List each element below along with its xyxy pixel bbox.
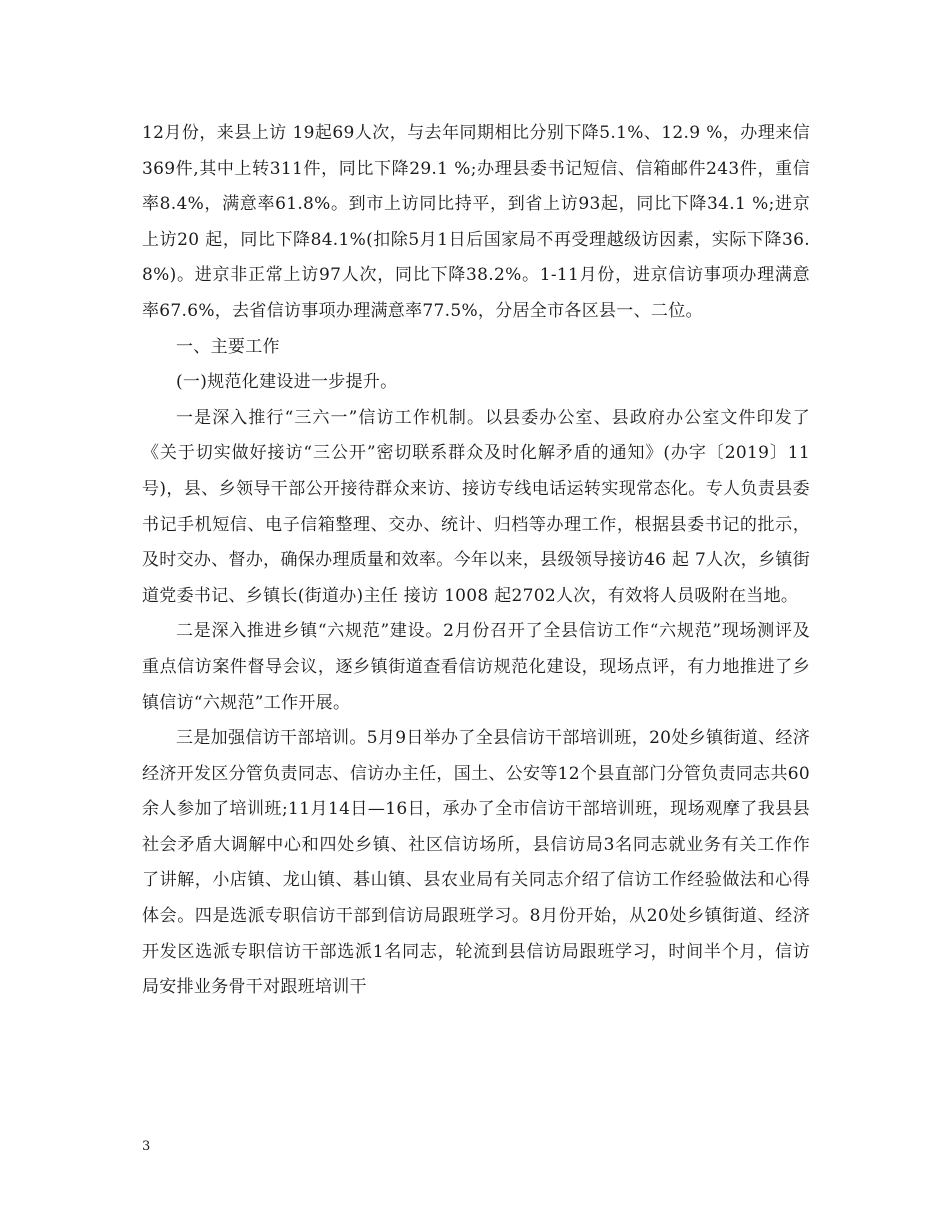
page-number: 3 [142,1139,151,1154]
paragraph-statistics: 12月份，来县上访 19起69人次，与去年同期相比分别下降5.1%、12.9 %，办理来信369件,其中上转311件，同比下降29.1 %;办理县委书记短信、信箱邮件243件，重信率8.4%，满意率61.8%。到市上访同比持平，到省上访93起，同比下降34.1 %;进京上访20 起，同比下降84.1%(扣除5月1日后国家局不再受理越级访因素，实际下降36.8%)。进京非正常上访97人次，同比下降38.2%。1-11月份，进京信访事项办理满意率67.6%，去省信访事项办理满意率77.5%，分居全市各区县一、二位。 [142,123,810,321]
paragraph-six-norms: 二是深入推进乡镇“六规范”建设。2月份召开了全县信访工作“六规范”现场测评及重点信访案件督导会议，逐乡镇街道查看信访规范化建设，现场点评，有力地推进了乡镇信访“六规范”工作开展。 [142,621,810,713]
document-body [142,116,810,1006]
paragraph-training: 三是加强信访干部培训。5月9日举办了全县信访干部培训班，20处乡镇街道、经济经济开发区分管负责同志、信访办主任，国土、公安等12个县直部门分管负责同志共60余人参加了培训班;11月14日—16日，承办了全市信访干部培训班，现场观摩了我县县社会矛盾大调解中心和四处乡镇、社区信访场所，县信访局3名同志就业务有关工作作了讲解，小店镇、龙山镇、碁山镇、县农业局有关同志介绍了信访工作经验做法和心得体会。四是选派专职信访干部到信访局跟班学习。8月份开始，从20处乡镇街道、经济开发区选派专职信访干部选派1名同志，轮流到县信访局跟班学习，时间半个月，信访局安排业务骨干对跟班培训干 [142,728,810,998]
subheading-standardization: (一)规范化建设进一步提升。 [176,372,398,393]
heading-main-work: 一、主要工作 [176,336,280,357]
paragraph-mechanism: 一是深入推行“三六一”信访工作机制。以县委办公室、县政府办公室文件印发了《关于切实做好接访“三公开”密切联系群众及时化解矛盾的通知》(办字〔2019〕11号)，县、乡领导干部公开接待群众来访、接访专线电话运转实现常态化。专人负责县委书记手机短信、电子信箱整理、交办、统计、归档等办理工作，根据县委书记的批示，及时交办、督办，确保办理质量和效率。今年以来，县级领导接访46 起 7人次，乡镇街道党委书记、乡镇长(街道办)主任 接访 1008 起2702人次，有效将人员吸附在当地。 [142,407,810,606]
